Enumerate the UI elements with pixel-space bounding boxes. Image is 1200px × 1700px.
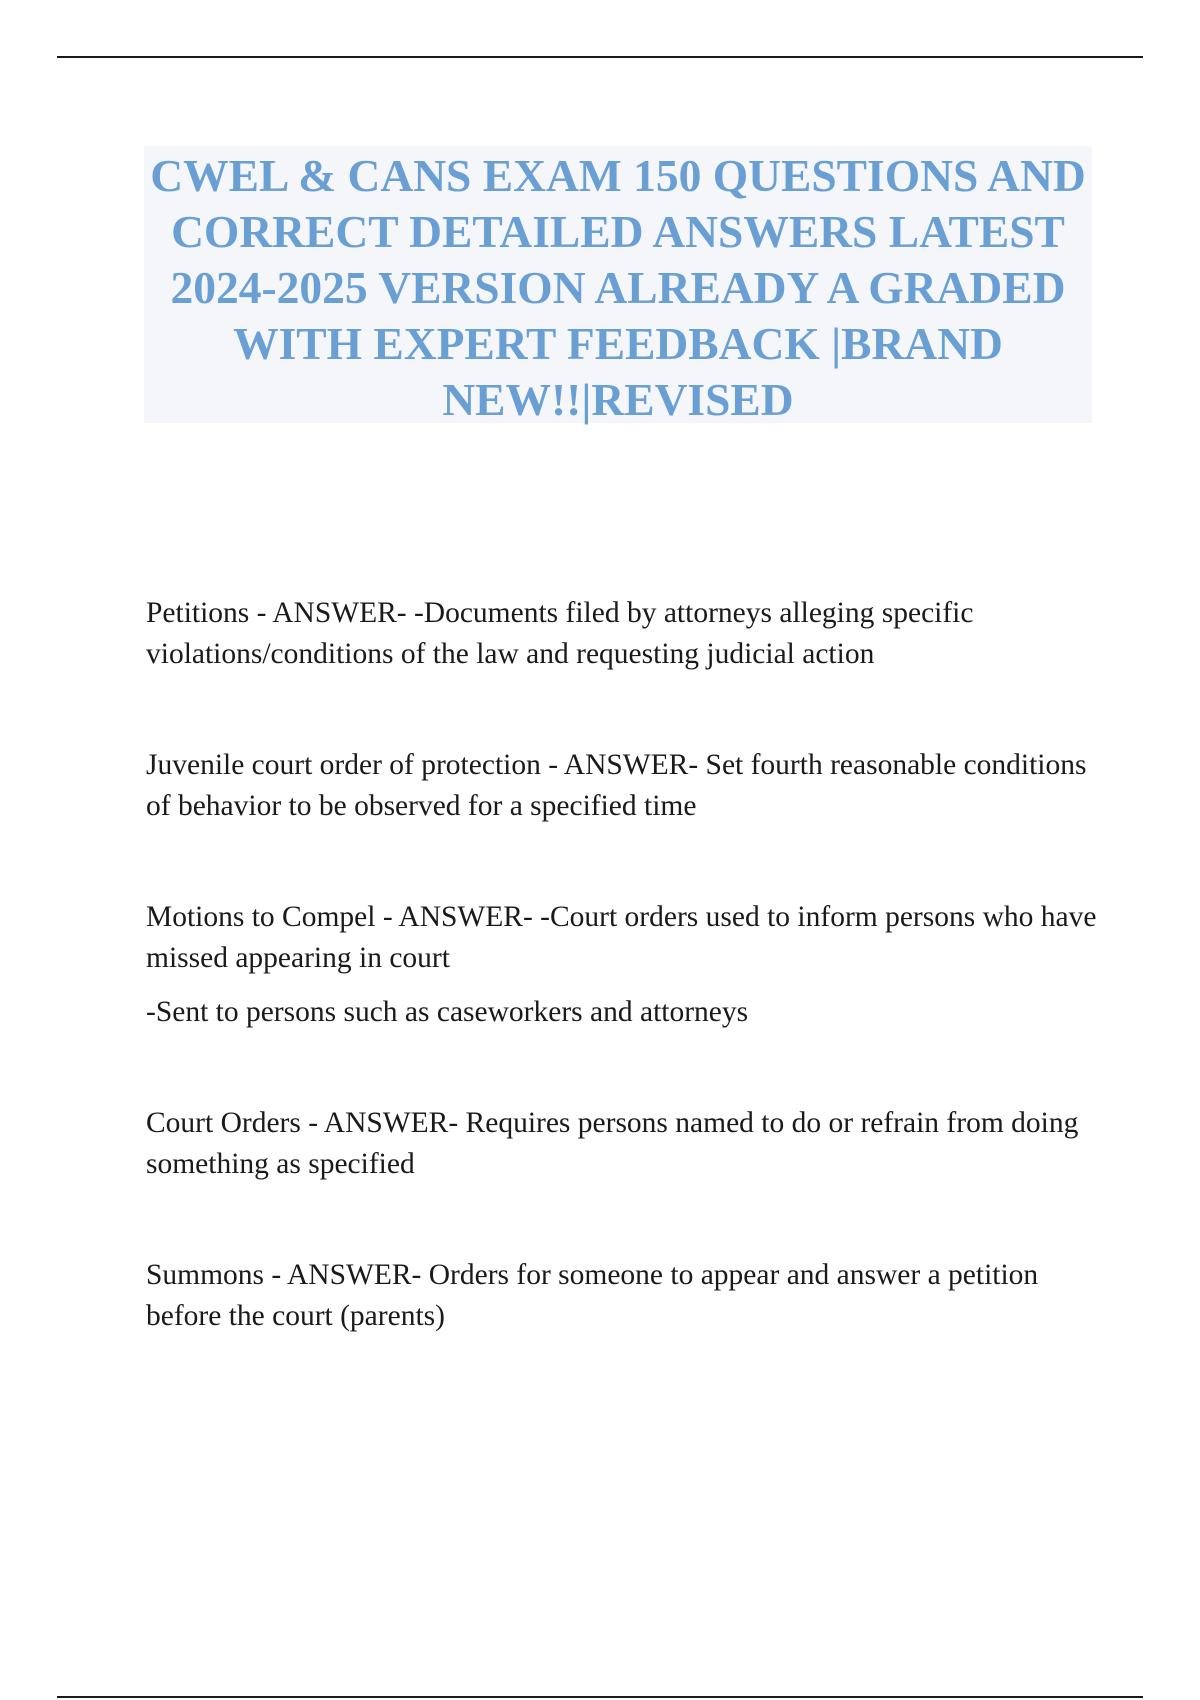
qa-list	[146, 593, 1106, 1337]
qa-entry-summons	[146, 1255, 1106, 1337]
qa-entry-court-orders	[146, 1103, 1106, 1185]
qa-entry-juvenile-court-order	[146, 745, 1106, 827]
qa-text: Summons - ANSWER- Orders for someone to appear and answer a petition before the court (parents)	[146, 1259, 1039, 1332]
top-rule	[57, 56, 1143, 58]
qa-text-continued: -Sent to persons such as caseworkers and attorneys	[146, 996, 749, 1028]
qa-entry-petitions	[146, 593, 1106, 675]
bottom-rule	[57, 1696, 1143, 1698]
qa-text: Juvenile court order of protection - ANSWER- Set fourth reasonable conditions of behavior to be observed for a specified time	[146, 749, 1087, 822]
qa-text: Court Orders - ANSWER- Requires persons named to do or refrain from doing something as specified	[146, 1107, 1079, 1180]
title-banner	[144, 146, 1092, 423]
qa-text: Motions to Compel - ANSWER- -Court orders used to inform persons who have missed appearing in court	[146, 901, 1097, 974]
qa-entry-motions-to-compel	[146, 897, 1106, 1033]
qa-text: Petitions - ANSWER- -Documents filed by attorneys alleging specific violations/conditions of the law and requesting judicial action	[146, 597, 974, 670]
document-title: CWEL & CANS EXAM 150 QUESTIONS AND CORRECT DETAILED ANSWERS LATEST 2024-2025 VERSION ALREADY A GRADED WITH EXPERT FEEDBACK |BRAND NEW!!|REVISED	[150, 150, 1086, 425]
